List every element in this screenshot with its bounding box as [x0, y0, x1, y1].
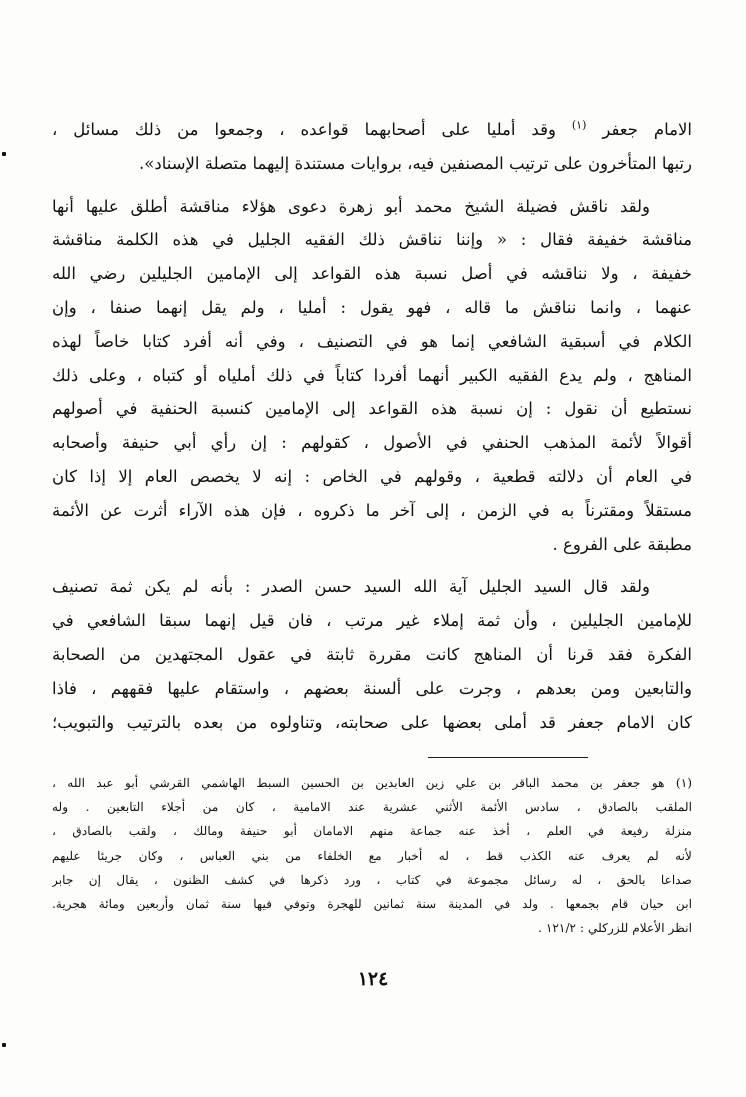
text-line: خفيفة ، ولا نناقشه في أصل نسبة هذه القواعد إلى الإمامين الجليلين رضي الله [52, 264, 692, 284]
text-line: ولقد ناقش فضيلة الشيخ محمد أبو زهرة دعوى هؤلاء مناقشة أطلق عليها أنها [52, 196, 650, 216]
text-line: مستقلاً ومقترناً به في الزمن ، إلى آخر ما ذكروه ، فإن هذه الآراء أثرت عن الأئمة [52, 500, 692, 520]
text-line: عنهما ، وانما نناقش ما قاله ، فهو يقول : أمليا ، ولم يقل إنهما صنفا ، وإن [52, 297, 692, 317]
footnote-line: الملقب بالصادق ، سادس الأئمة الأثني عشرية عند الامامية ، كان من أجلاء التابعين . وله [52, 800, 692, 815]
footnote-line: ابن حيان قام بجمعها . ولد في المدينة سنة ثمانين للهجرة وتوفي فيها سنة ثمان وأربعين ومائة هجرية. [52, 897, 692, 912]
text-line: ولقد قال السيد الجليل آية الله السيد حسن الصدر : بأنه لم يكن ثمة تصنيف [52, 577, 650, 597]
text-line: رتبها المتأخرون على ترتيب المصنفين فيه، بروايات مستندة إليهما متصلة الإسناد». [139, 153, 692, 173]
scan-mark [2, 152, 6, 156]
page-number: ١٢٤ [357, 968, 389, 990]
paragraph-2 [52, 190, 692, 562]
footnote-separator [428, 757, 588, 758]
text-line: مطبقة على الفروع . [552, 534, 692, 554]
text-line: الفكرة فقد قرنا أن المناهج كانت مقررة ثابتة في عقول المجتهدين من الصحابة [52, 644, 692, 664]
footnote-reference[interactable]: (١) [571, 118, 587, 132]
text-line: في العام أن دلالته قطعية ، وقولهم في الخاص : إنه لا يخصص العام إلا إذا كان [52, 466, 692, 486]
text-line: المناهج ، ولم يدع الفقيه الكبير أنهما أفردا كتاباً في ذلك أملياه أو كتباه ، وعلى ذلك [52, 365, 692, 385]
footnote-line: منزلة رفيعة في العلم ، أخذ عنه جماعة منهم الامامان أبو حنيفة ومالك ، ولقب بالصادق ، [52, 824, 692, 839]
text-line: أقوالاً لأئمة المذهب الحنفي في الأصول ، كقولهم : إن رأي أبي حنيفة وأصحابه [52, 433, 692, 453]
paragraph-3 [52, 570, 692, 739]
paragraph-1 [52, 113, 692, 181]
footnote [52, 771, 692, 940]
text-line: مناقشة خفيفة فقال : « وإننا نناقش ذلك الفقيه الجليل في هذه الكلمة مناقشة [52, 230, 692, 250]
text-line: للإمامين الجليلين ، وأن ثمة إملاء غير مرتب ، فان قيل إنهما سبقا الشافعي في [52, 611, 692, 631]
text-line: نستطيع أن نقول : إن نسبة هذه القواعد إلى الإمامين كنسبة الحنفية في أصولهم [52, 399, 692, 419]
footnote-line: انظر الأعلام للزركلي : ١٢١/٢ . [538, 921, 692, 936]
main-text [52, 113, 692, 739]
text-line: كان الامام جعفر قد أملى بعضها على صحابته، وتناولوه من بعده بالترتيب والتبويب؛ [52, 712, 692, 732]
scan-mark [2, 1043, 6, 1047]
footnote-line: (١) هو جعفر بن محمد الباقر بن علي زين العابدين بن الحسين السبط الهاشمي القرشي أبو عبد الله ، [52, 776, 692, 790]
text-line: الامام جعفر $^{(١)}$ وقد أمليا على أصحابهما قواعده ، وجمعوا من ذلك مسائل ، [52, 118, 692, 139]
footnote-line: صداعا بالحق ، له رسائل مجموعة في كتاب ، ورد ذكرها في كشف الظنون ، يقال إن جابر [52, 872, 692, 887]
text-line: والتابعين ومن بعدهم ، وجرت على ألسنة بعضهم ، واستقام عليها فقههم ، فاذا [52, 678, 692, 698]
footnote-line: لأنه لم يعرف عنه الكذب قط ، له أخبار مع الخلفاء من بني العباس ، وكان جريئا عليهم [52, 848, 692, 863]
text-line: الكلام في أسبقية الشافعي إنما هو في التصنيف ، وفي أنه أفرد كتابا خاصاً لهذه [52, 331, 692, 351]
